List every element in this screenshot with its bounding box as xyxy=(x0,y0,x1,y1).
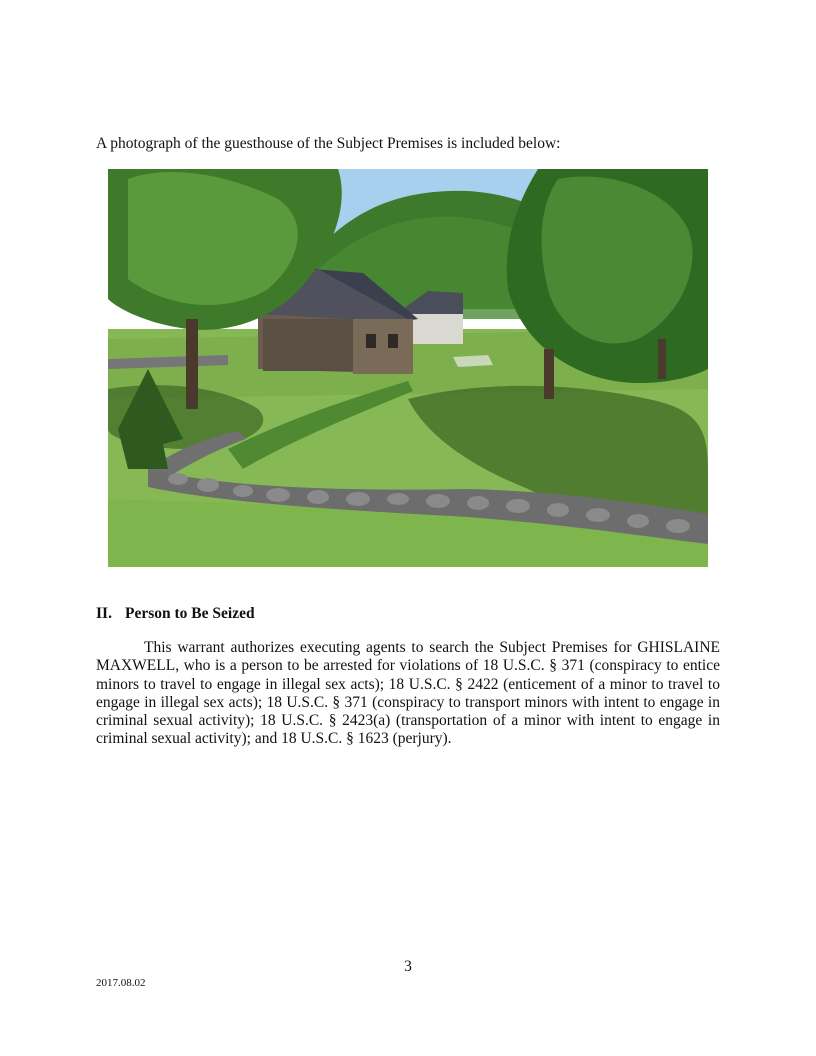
intro-text: A photograph of the guesthouse of the Subject Premises is included below: xyxy=(96,135,561,152)
section-title: Person to Be Seized xyxy=(125,605,255,622)
section-paragraph: This warrant authorizes executing agents to search the Subject Premises for GHISLAINE MAXWELL, who is a person to be arrested for violations of 18 U.S.C. § 371 (conspiracy to entice minors to travel to engage in illegal sex acts); 18 U.S.C. § 2422 (enticement of a minor to travel to engage in illegal sex acts); 18 U.S.C. § 371 (conspiracy to transport minors with intent to engage in criminal sexual activity); 18 U.S.C. § 2423(a) (transportation of a minor with intent to engage in criminal sexual activity); and 18 U.S.C. § 1623 (perjury). xyxy=(96,639,720,748)
section-number: II. xyxy=(96,605,112,622)
guesthouse-photo xyxy=(108,169,708,567)
page-number: 3 xyxy=(404,958,412,975)
footer-date: 2017.08.02 xyxy=(96,977,146,989)
section-heading xyxy=(96,604,255,624)
